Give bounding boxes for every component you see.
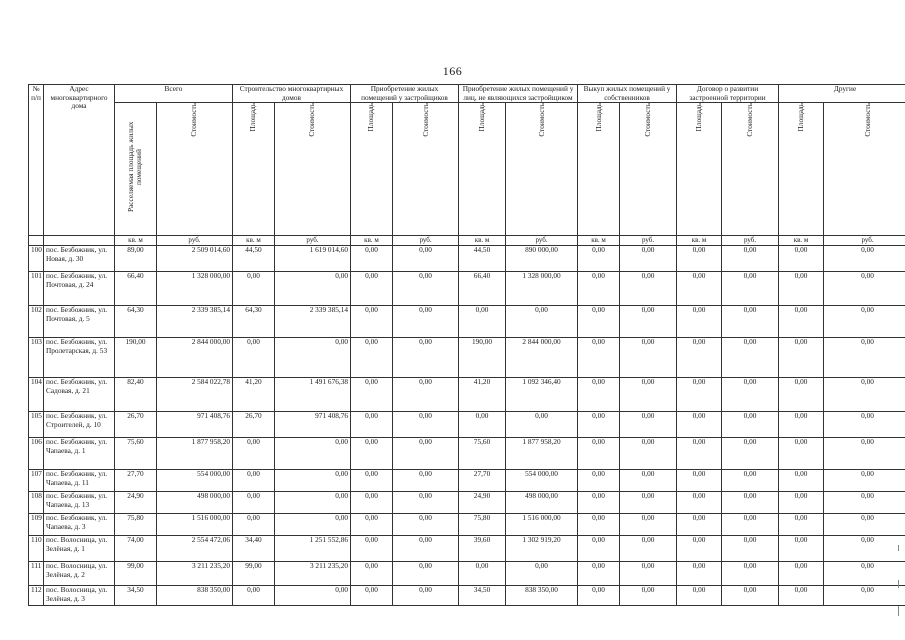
table-row xyxy=(29,378,905,412)
row-number: 111 xyxy=(29,562,44,586)
row-value: 0,00 xyxy=(275,272,351,306)
row-value: 0,00 xyxy=(578,438,620,470)
row-value: 0,00 xyxy=(722,586,779,606)
row-value: 0,00 xyxy=(779,536,824,562)
row-value: 0,00 xyxy=(677,536,722,562)
table-row xyxy=(29,246,905,272)
row-value: 0,00 xyxy=(677,492,722,514)
row-value: 0,00 xyxy=(677,412,722,438)
row-value: 0,00 xyxy=(620,272,677,306)
scan-mark xyxy=(898,545,899,551)
header-address: Адрес многоквартирного дома xyxy=(44,85,115,236)
row-value: 0,00 xyxy=(393,412,459,438)
row-value: 0,00 xyxy=(620,378,677,412)
row-address: пос. Волосница, ул. Зелёная, д. 3 xyxy=(44,586,115,606)
row-value: 3 211 235,20 xyxy=(275,562,351,586)
row-value: 0,00 xyxy=(233,338,275,378)
row-value: 41,20 xyxy=(459,378,506,412)
resettlement-table xyxy=(28,84,905,606)
row-value: 82,40 xyxy=(115,378,157,412)
row-number: 109 xyxy=(29,514,44,536)
row-value: 0,00 xyxy=(275,492,351,514)
unit-cell: кв. м xyxy=(677,236,722,246)
units-empty-cell xyxy=(29,236,44,246)
row-value: 0,00 xyxy=(677,562,722,586)
unit-cell: руб. xyxy=(157,236,233,246)
row-value: 554 000,00 xyxy=(157,470,233,492)
row-value: 0,00 xyxy=(722,438,779,470)
row-value: 0,00 xyxy=(722,514,779,536)
row-value: 0,00 xyxy=(779,492,824,514)
row-value: 3 211 235,20 xyxy=(157,562,233,586)
row-value: 0,00 xyxy=(459,306,506,338)
row-value: 0,00 xyxy=(459,562,506,586)
row-value: 0,00 xyxy=(578,470,620,492)
subheader-area: Площадь xyxy=(677,103,722,236)
row-value: 0,00 xyxy=(824,514,905,536)
row-value: 0,00 xyxy=(351,536,393,562)
row-number: 101 xyxy=(29,272,44,306)
row-value: 0,00 xyxy=(351,306,393,338)
row-value: 0,00 xyxy=(779,514,824,536)
row-value: 0,00 xyxy=(275,514,351,536)
row-value: 0,00 xyxy=(233,438,275,470)
row-address: пос. Безбожник, ул. Пролетарская, д. 53 xyxy=(44,338,115,378)
subheader-cost: Стоимость xyxy=(275,103,351,236)
row-value: 0,00 xyxy=(779,338,824,378)
row-number: 106 xyxy=(29,438,44,470)
row-value: 0,00 xyxy=(233,492,275,514)
row-value: 1 877 958,20 xyxy=(157,438,233,470)
row-value: 0,00 xyxy=(824,562,905,586)
row-number: 107 xyxy=(29,470,44,492)
row-number: 112 xyxy=(29,586,44,606)
units-row xyxy=(29,236,905,246)
row-value: 0,00 xyxy=(677,272,722,306)
row-value: 27,70 xyxy=(115,470,157,492)
row-value: 971 408,76 xyxy=(157,412,233,438)
row-value: 0,00 xyxy=(578,492,620,514)
table-row xyxy=(29,514,905,536)
row-value: 0,00 xyxy=(351,438,393,470)
row-value: 0,00 xyxy=(351,514,393,536)
row-value: 0,00 xyxy=(578,378,620,412)
row-value: 44,50 xyxy=(459,246,506,272)
row-value: 2 339 385,14 xyxy=(275,306,351,338)
unit-cell: руб. xyxy=(275,236,351,246)
row-value: 0,00 xyxy=(620,438,677,470)
row-address: пос. Безбожник, ул. Чапаева, д. 13 xyxy=(44,492,115,514)
row-value: 0,00 xyxy=(620,470,677,492)
row-value: 0,00 xyxy=(351,272,393,306)
row-value: 0,00 xyxy=(824,438,905,470)
row-value: 26,70 xyxy=(233,412,275,438)
row-number: 105 xyxy=(29,412,44,438)
subheader-cost: Стоимость xyxy=(620,103,677,236)
table-row xyxy=(29,306,905,338)
row-value: 41,20 xyxy=(233,378,275,412)
row-value: 0,00 xyxy=(275,470,351,492)
row-address: пос. Волосница, ул. Зелёная, д. 1 xyxy=(44,536,115,562)
row-value: 34,50 xyxy=(459,586,506,606)
row-address: пос. Безбожник, ул. Чапаева, д. 3 xyxy=(44,514,115,536)
row-value: 0,00 xyxy=(393,514,459,536)
header-group-buyout: Выкуп жилых помещений у собственников xyxy=(578,85,677,103)
row-value: 1 516 000,00 xyxy=(157,514,233,536)
subheader-area: Площадь xyxy=(459,103,506,236)
row-value: 0,00 xyxy=(275,338,351,378)
row-value: 0,00 xyxy=(722,536,779,562)
row-value: 0,00 xyxy=(677,438,722,470)
row-address: пос. Безбожник, ул. Почтовая, д. 5 xyxy=(44,306,115,338)
row-value: 0,00 xyxy=(393,562,459,586)
table-row xyxy=(29,272,905,306)
unit-cell: руб. xyxy=(620,236,677,246)
unit-cell: кв. м xyxy=(351,236,393,246)
row-value: 0,00 xyxy=(275,438,351,470)
row-value: 2 844 000,00 xyxy=(157,338,233,378)
row-value: 1 328 000,00 xyxy=(506,272,578,306)
header-group-purchase-developers: Приобретение жилых помещений у застройщиков xyxy=(351,85,459,103)
row-value: 0,00 xyxy=(779,412,824,438)
row-value: 0,00 xyxy=(677,514,722,536)
row-value: 0,00 xyxy=(620,586,677,606)
header-group-development: Договор о развитии застроенной территории xyxy=(677,85,779,103)
unit-cell: кв. м xyxy=(578,236,620,246)
row-value: 44,50 xyxy=(233,246,275,272)
subheader-total-area: Расселяемая площадь жилых помещений xyxy=(115,103,157,236)
unit-cell: кв. м xyxy=(779,236,824,246)
row-value: 34,50 xyxy=(115,586,157,606)
subheader-cost: Стоимость xyxy=(824,103,905,236)
row-value: 1 516 000,00 xyxy=(506,514,578,536)
row-value: 0,00 xyxy=(824,412,905,438)
header-group-row xyxy=(29,85,905,103)
row-value: 0,00 xyxy=(506,562,578,586)
row-value: 0,00 xyxy=(393,338,459,378)
row-value: 498 000,00 xyxy=(157,492,233,514)
row-value: 0,00 xyxy=(779,306,824,338)
subheader-cost: Стоимость xyxy=(506,103,578,236)
row-value: 838 350,00 xyxy=(506,586,578,606)
row-value: 1 251 552,86 xyxy=(275,536,351,562)
row-value: 2 844 000,00 xyxy=(506,338,578,378)
row-value: 0,00 xyxy=(779,378,824,412)
row-value: 0,00 xyxy=(722,338,779,378)
row-value: 0,00 xyxy=(393,246,459,272)
row-value: 0,00 xyxy=(393,272,459,306)
row-value: 1 092 346,40 xyxy=(506,378,578,412)
row-address: пос. Безбожник, ул. Чапаева, д. 11 xyxy=(44,470,115,492)
row-address: пос. Безбожник, ул. Строителей, д. 10 xyxy=(44,412,115,438)
table-row xyxy=(29,562,905,586)
row-value: 75,80 xyxy=(115,514,157,536)
table-row xyxy=(29,536,905,562)
row-value: 0,00 xyxy=(578,562,620,586)
row-value: 0,00 xyxy=(393,438,459,470)
row-value: 0,00 xyxy=(351,586,393,606)
row-value: 99,00 xyxy=(115,562,157,586)
header-num: № п/п xyxy=(29,85,44,236)
row-value: 0,00 xyxy=(233,586,275,606)
row-value: 0,00 xyxy=(351,246,393,272)
row-value: 190,00 xyxy=(459,338,506,378)
row-value: 2 509 014,60 xyxy=(157,246,233,272)
row-value: 0,00 xyxy=(779,562,824,586)
row-value: 27,70 xyxy=(459,470,506,492)
row-value: 0,00 xyxy=(824,492,905,514)
row-value: 1 619 014,60 xyxy=(275,246,351,272)
row-value: 0,00 xyxy=(779,438,824,470)
row-value: 971 408,76 xyxy=(275,412,351,438)
row-value: 26,70 xyxy=(115,412,157,438)
row-value: 0,00 xyxy=(578,536,620,562)
subheader-area: Площадь xyxy=(351,103,393,236)
row-value: 0,00 xyxy=(578,514,620,536)
row-value: 64,30 xyxy=(115,306,157,338)
row-value: 24,90 xyxy=(459,492,506,514)
row-value: 75,60 xyxy=(459,438,506,470)
unit-cell: руб. xyxy=(393,236,459,246)
row-value: 0,00 xyxy=(459,412,506,438)
row-value: 0,00 xyxy=(677,246,722,272)
unit-cell: кв. м xyxy=(233,236,275,246)
header-sub-row xyxy=(29,103,905,236)
unit-cell: руб. xyxy=(824,236,905,246)
header-group-construction: Строительство многоквартирных домов xyxy=(233,85,351,103)
row-value: 0,00 xyxy=(677,306,722,338)
row-value: 0,00 xyxy=(620,306,677,338)
row-value: 0,00 xyxy=(824,536,905,562)
row-value: 0,00 xyxy=(578,272,620,306)
row-value: 0,00 xyxy=(620,514,677,536)
row-value: 0,00 xyxy=(824,338,905,378)
row-value: 0,00 xyxy=(824,246,905,272)
row-value: 0,00 xyxy=(620,412,677,438)
row-value: 0,00 xyxy=(275,586,351,606)
row-value: 64,30 xyxy=(233,306,275,338)
row-value: 0,00 xyxy=(578,338,620,378)
row-value: 2 584 022,78 xyxy=(157,378,233,412)
row-value: 0,00 xyxy=(620,536,677,562)
row-value: 0,00 xyxy=(506,412,578,438)
row-value: 0,00 xyxy=(233,514,275,536)
unit-cell: руб. xyxy=(722,236,779,246)
row-value: 39,60 xyxy=(459,536,506,562)
row-value: 66,40 xyxy=(115,272,157,306)
row-value: 0,00 xyxy=(824,272,905,306)
header-group-other: Другие xyxy=(779,85,905,103)
row-value: 0,00 xyxy=(779,470,824,492)
row-value: 890 000,00 xyxy=(506,246,578,272)
row-value: 0,00 xyxy=(722,306,779,338)
row-value: 2 554 472,06 xyxy=(157,536,233,562)
table-row xyxy=(29,338,905,378)
table-row xyxy=(29,492,905,514)
row-value: 0,00 xyxy=(351,492,393,514)
row-value: 75,60 xyxy=(115,438,157,470)
row-number: 100 xyxy=(29,246,44,272)
unit-cell: кв. м xyxy=(459,236,506,246)
subheader-area: Площадь xyxy=(578,103,620,236)
row-value: 0,00 xyxy=(779,272,824,306)
row-value: 0,00 xyxy=(824,306,905,338)
row-number: 110 xyxy=(29,536,44,562)
row-value: 190,00 xyxy=(115,338,157,378)
row-value: 0,00 xyxy=(824,378,905,412)
row-value: 74,00 xyxy=(115,536,157,562)
row-value: 0,00 xyxy=(351,412,393,438)
table-row xyxy=(29,470,905,492)
row-value: 66,40 xyxy=(459,272,506,306)
row-value: 34,40 xyxy=(233,536,275,562)
row-value: 0,00 xyxy=(824,470,905,492)
row-value: 1 328 000,00 xyxy=(157,272,233,306)
row-value: 0,00 xyxy=(393,378,459,412)
row-value: 0,00 xyxy=(393,306,459,338)
row-value: 0,00 xyxy=(393,586,459,606)
header-group-purchase-others: Приобретение жилых помещений у лиц, не являющихся застройщиком xyxy=(459,85,578,103)
row-value: 0,00 xyxy=(677,470,722,492)
row-value: 99,00 xyxy=(233,562,275,586)
row-value: 0,00 xyxy=(722,562,779,586)
row-address: пос. Безбожник, ул. Почтовая, д. 24 xyxy=(44,272,115,306)
header-group-total: Всего xyxy=(115,85,233,103)
row-value: 1 302 919,20 xyxy=(506,536,578,562)
row-value: 0,00 xyxy=(722,470,779,492)
row-value: 0,00 xyxy=(351,470,393,492)
subheader-cost: Стоимость xyxy=(722,103,779,236)
row-address: пос. Безбожник, ул. Садовая, д. 21 xyxy=(44,378,115,412)
row-address: пос. Безбожник, ул. Чапаева, д. 1 xyxy=(44,438,115,470)
row-value: 0,00 xyxy=(722,492,779,514)
row-value: 0,00 xyxy=(578,586,620,606)
subheader-cost: Стоимость xyxy=(157,103,233,236)
subheader-cost: Стоимость xyxy=(393,103,459,236)
row-value: 0,00 xyxy=(351,338,393,378)
row-value: 0,00 xyxy=(620,492,677,514)
row-value: 0,00 xyxy=(677,586,722,606)
row-value: 0,00 xyxy=(233,272,275,306)
row-value: 0,00 xyxy=(620,562,677,586)
subheader-area: Площадь xyxy=(233,103,275,236)
row-value: 0,00 xyxy=(779,586,824,606)
row-number: 104 xyxy=(29,378,44,412)
row-value: 0,00 xyxy=(578,306,620,338)
row-value: 0,00 xyxy=(722,378,779,412)
row-address: пос. Волосница, ул. Зелёная, д. 2 xyxy=(44,562,115,586)
row-value: 0,00 xyxy=(722,412,779,438)
row-value: 0,00 xyxy=(351,562,393,586)
row-value: 0,00 xyxy=(506,306,578,338)
row-value: 0,00 xyxy=(393,492,459,514)
unit-cell: кв. м xyxy=(115,236,157,246)
row-value: 0,00 xyxy=(779,246,824,272)
row-value: 554 000,00 xyxy=(506,470,578,492)
row-value: 0,00 xyxy=(620,246,677,272)
units-empty-cell xyxy=(44,236,115,246)
row-value: 0,00 xyxy=(578,412,620,438)
row-value: 0,00 xyxy=(620,338,677,378)
row-value: 24,90 xyxy=(115,492,157,514)
row-value: 838 350,00 xyxy=(157,586,233,606)
row-value: 75,80 xyxy=(459,514,506,536)
row-value: 2 339 385,14 xyxy=(157,306,233,338)
row-value: 0,00 xyxy=(722,272,779,306)
scan-mark xyxy=(898,580,899,588)
unit-cell: руб. xyxy=(506,236,578,246)
row-value: 0,00 xyxy=(824,586,905,606)
table-row xyxy=(29,412,905,438)
row-value: 0,00 xyxy=(677,378,722,412)
row-value: 0,00 xyxy=(722,246,779,272)
row-value: 0,00 xyxy=(233,470,275,492)
row-value: 1 877 958,20 xyxy=(506,438,578,470)
table-row xyxy=(29,438,905,470)
subheader-area: Площадь xyxy=(779,103,824,236)
row-number: 103 xyxy=(29,338,44,378)
row-value: 0,00 xyxy=(677,338,722,378)
row-value: 498 000,00 xyxy=(506,492,578,514)
page-number: 166 xyxy=(442,64,463,78)
table-row xyxy=(29,586,905,606)
row-value: 0,00 xyxy=(393,470,459,492)
row-value: 0,00 xyxy=(393,536,459,562)
row-value: 1 491 676,38 xyxy=(275,378,351,412)
scan-mark xyxy=(898,606,899,616)
row-number: 108 xyxy=(29,492,44,514)
row-value: 89,00 xyxy=(115,246,157,272)
row-value: 0,00 xyxy=(578,246,620,272)
row-value: 0,00 xyxy=(351,378,393,412)
row-address: пос. Безбожник, ул. Новая, д. 30 xyxy=(44,246,115,272)
row-number: 102 xyxy=(29,306,44,338)
